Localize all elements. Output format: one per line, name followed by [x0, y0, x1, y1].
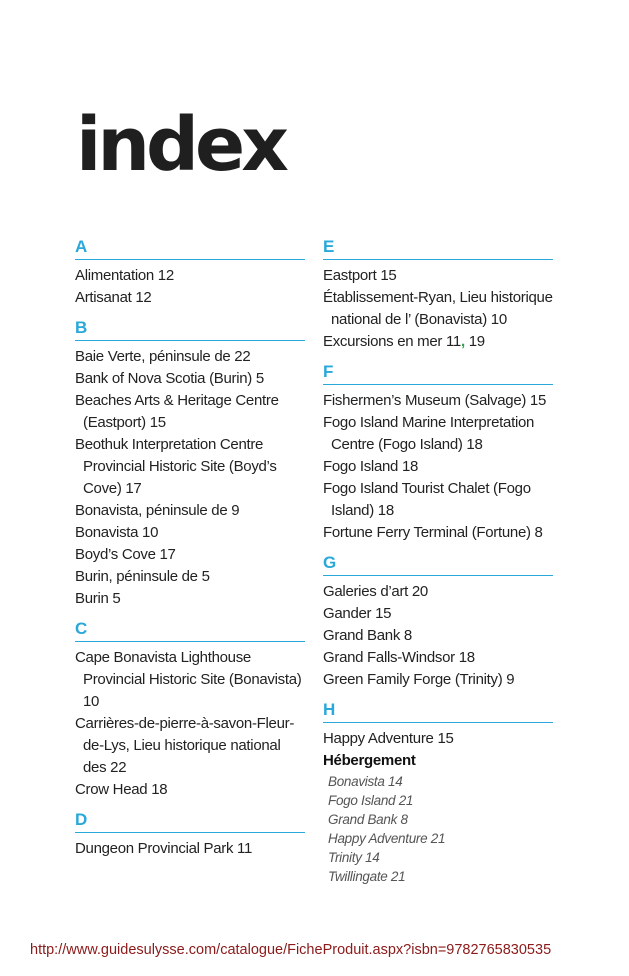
- index-entry: [323, 669, 553, 691]
- index-entry: [75, 368, 305, 390]
- index-entry: [323, 478, 553, 522]
- entry-text: Carrières-de-pierre-à-savon-Fleur-de-Lys, Lieu historique national des 22: [75, 715, 295, 776]
- section-entries: [323, 265, 553, 353]
- entry-text: Bonavista, péninsule de 9: [75, 502, 240, 519]
- page-title: index: [76, 102, 285, 188]
- entry-text: Happy Adventure 21: [328, 831, 446, 846]
- index-entry: [75, 588, 305, 610]
- section-letter-c: C: [75, 618, 305, 642]
- index-entry: [323, 750, 553, 772]
- entry-page-extra: 19: [464, 333, 485, 350]
- entry-text: Boyd’s Cove 17: [75, 546, 176, 563]
- section-letter-b: B: [75, 317, 305, 341]
- section-letter-g: G: [323, 552, 553, 576]
- index-entry: [323, 647, 553, 669]
- section-letter-f: F: [323, 361, 553, 385]
- index-entry: [75, 544, 305, 566]
- index-entry: [323, 331, 553, 353]
- entry-text: Twillingate 21: [328, 869, 406, 884]
- entry-text: Green Family Forge (Trinity) 9: [323, 671, 515, 688]
- section-letter-h: H: [323, 699, 553, 723]
- index-entry: [323, 603, 553, 625]
- entry-text: Grand Falls-Windsor 18: [323, 649, 475, 666]
- section-letter-a: A: [75, 236, 305, 260]
- index-entry: [75, 287, 305, 309]
- section-entries: [75, 346, 305, 610]
- index-entry: [323, 287, 553, 331]
- index-entry: [323, 581, 553, 603]
- entry-text: Eastport 15: [323, 267, 397, 284]
- entry-text: Fortune Ferry Terminal (Fortune) 8: [323, 524, 543, 541]
- entry-text: Beothuk Interpretation Centre Provincial Historic Site (Boyd’s Cove) 17: [75, 436, 277, 497]
- index-entry: [323, 265, 553, 287]
- entry-text: Cape Bonavista Lighthouse Provincial Historic Site (Bonavista) 10: [75, 649, 302, 710]
- index-entry: [75, 434, 305, 500]
- entry-text: Dungeon Provincial Park 11: [75, 840, 253, 857]
- entry-text: Bank of Nova Scotia (Burin) 5: [75, 370, 264, 387]
- index-entry: [75, 265, 305, 287]
- index-subentry: [323, 791, 553, 810]
- entry-text: Grand Bank 8: [323, 627, 412, 644]
- index-entry: [75, 713, 305, 779]
- entry-text: Gander 15: [323, 605, 392, 622]
- index-entry: [323, 412, 553, 456]
- entry-text: Fishermen’s Museum (Salvage) 15: [323, 392, 547, 409]
- index-entry: [75, 779, 305, 801]
- section-letter-d: D: [75, 809, 305, 833]
- index-column-left: [75, 236, 305, 868]
- index-entry: [75, 390, 305, 434]
- index-entry: [75, 647, 305, 713]
- index-entry: [323, 522, 553, 544]
- index-entry: [75, 838, 305, 860]
- section-entries: [75, 265, 305, 309]
- entry-text: Galeries d’art 20: [323, 583, 428, 600]
- index-entry: [323, 625, 553, 647]
- index-subentry: [323, 829, 553, 848]
- index-entry: [75, 522, 305, 544]
- index-entry: [323, 390, 553, 412]
- entry-text: Grand Bank 8: [328, 812, 408, 827]
- section-entries: [75, 647, 305, 801]
- entry-text: Fogo Island 21: [328, 793, 414, 808]
- entry-text: Beaches Arts & Heritage Centre (Eastport) 15: [75, 392, 279, 431]
- entry-text: Bonavista 14: [328, 774, 403, 789]
- entry-text: Artisanat 12: [75, 289, 152, 306]
- entry-text: Crow Head 18: [75, 781, 168, 798]
- footer-url-link[interactable]: http://www.guidesulysse.com/catalogue/FicheProduit.aspx?isbn=9782765830535: [30, 942, 552, 958]
- entry-text: Happy Adventure 15: [323, 730, 454, 747]
- section-letter-e: E: [323, 236, 553, 260]
- entry-text: Burin 5: [75, 590, 121, 607]
- index-subentry: [323, 810, 553, 829]
- entry-text: Burin, péninsule de 5: [75, 568, 210, 585]
- index-entry: [75, 500, 305, 522]
- entry-text: Baie Verte, péninsule de 22: [75, 348, 251, 365]
- section-entries: [323, 390, 553, 544]
- index-entry: [75, 346, 305, 368]
- entry-text: Bonavista 10: [75, 524, 159, 541]
- index-entry: [323, 456, 553, 478]
- comma-mark: ,: [460, 333, 465, 350]
- entry-text: Établissement-Ryan, Lieu historique national de l’ (Bonavista) 10: [323, 289, 553, 328]
- entry-text: Fogo Island 18: [323, 458, 419, 475]
- index-entry: [75, 566, 305, 588]
- index-subentry: [323, 772, 553, 791]
- section-entries: [323, 581, 553, 691]
- entry-text: Trinity 14: [328, 850, 380, 865]
- section-entries: [323, 728, 553, 886]
- index-entry: [323, 728, 553, 750]
- index-column-right: [323, 236, 553, 894]
- entry-text: Excursions en mer 11: [323, 333, 461, 350]
- index-subentry: [323, 848, 553, 867]
- section-entries: [75, 838, 305, 860]
- index-subentry: [323, 867, 553, 886]
- entry-text: Hébergement: [323, 752, 416, 769]
- entry-text: Alimentation 12: [75, 267, 174, 284]
- entry-text: Fogo Island Marine Interpretation Centre (Fogo Island) 18: [323, 414, 535, 453]
- entry-text: Fogo Island Tourist Chalet (Fogo Island) 18: [323, 480, 531, 519]
